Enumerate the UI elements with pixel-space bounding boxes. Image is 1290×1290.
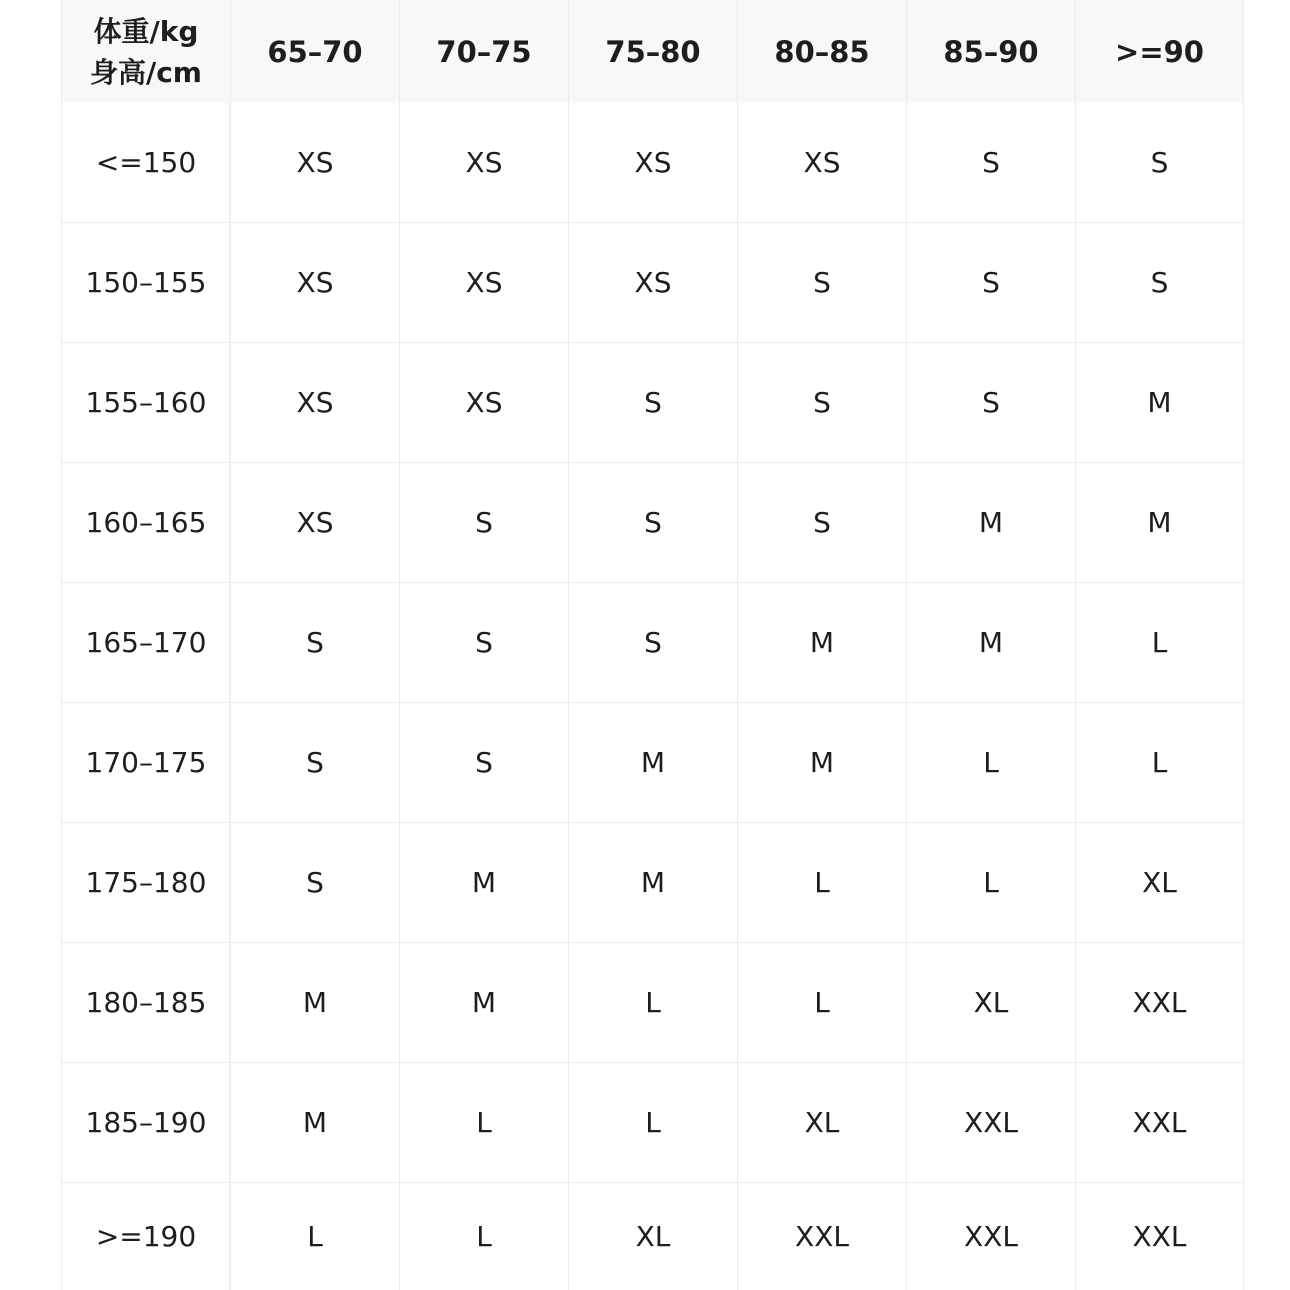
size-cell: XL bbox=[569, 1183, 738, 1290]
size-cell: XXL bbox=[907, 1183, 1076, 1290]
size-cell: XS bbox=[400, 343, 569, 463]
size-cell: XL bbox=[907, 943, 1076, 1063]
height-axis-label: 身高/cm bbox=[89, 55, 202, 89]
size-cell: S bbox=[569, 463, 738, 583]
size-cell: S bbox=[907, 103, 1076, 223]
height-range-cell: 170–175 bbox=[62, 703, 231, 823]
size-cell: M bbox=[400, 823, 569, 943]
size-cell: S bbox=[738, 463, 907, 583]
size-cell: S bbox=[569, 583, 738, 703]
size-cell: S bbox=[907, 223, 1076, 343]
size-cell: L bbox=[569, 1063, 738, 1183]
size-cell: XL bbox=[1076, 823, 1244, 943]
size-cell: L bbox=[400, 1063, 569, 1183]
weight-header-3: 75–80 bbox=[569, 0, 738, 103]
height-range-cell: <=150 bbox=[62, 103, 231, 223]
weight-header-2: 70–75 bbox=[400, 0, 569, 103]
size-cell: L bbox=[400, 1183, 569, 1290]
size-cell: XS bbox=[231, 343, 400, 463]
size-cell: XL bbox=[738, 1063, 907, 1183]
size-cell: S bbox=[231, 703, 400, 823]
size-cell: S bbox=[569, 343, 738, 463]
size-cell: L bbox=[1076, 583, 1244, 703]
size-cell: XXL bbox=[1076, 1063, 1244, 1183]
size-cell: XXL bbox=[1076, 943, 1244, 1063]
size-cell: S bbox=[231, 823, 400, 943]
size-cell: L bbox=[738, 943, 907, 1063]
table-row bbox=[62, 343, 1244, 463]
size-cell: S bbox=[907, 343, 1076, 463]
size-cell: L bbox=[907, 823, 1076, 943]
table-row bbox=[62, 1063, 1244, 1183]
weight-header-6: >=90 bbox=[1076, 0, 1244, 103]
size-cell: M bbox=[231, 1063, 400, 1183]
size-cell: S bbox=[738, 343, 907, 463]
size-cell: S bbox=[400, 463, 569, 583]
size-cell: XS bbox=[569, 103, 738, 223]
size-cell: L bbox=[569, 943, 738, 1063]
size-cell: XXL bbox=[1076, 1183, 1244, 1290]
weight-header-4: 80–85 bbox=[738, 0, 907, 103]
size-cell: L bbox=[738, 823, 907, 943]
size-cell: S bbox=[738, 223, 907, 343]
table-row bbox=[62, 223, 1244, 343]
size-cell: M bbox=[907, 463, 1076, 583]
size-cell: S bbox=[1076, 103, 1244, 223]
size-cell: M bbox=[569, 823, 738, 943]
size-cell: XS bbox=[738, 103, 907, 223]
size-cell: XS bbox=[569, 223, 738, 343]
size-cell: XS bbox=[400, 223, 569, 343]
size-cell: XS bbox=[231, 223, 400, 343]
height-range-cell: 175–180 bbox=[62, 823, 231, 943]
size-cell: M bbox=[738, 583, 907, 703]
height-range-cell: 160–165 bbox=[62, 463, 231, 583]
size-cell: S bbox=[400, 703, 569, 823]
size-cell: S bbox=[1076, 223, 1244, 343]
size-cell: M bbox=[569, 703, 738, 823]
size-cell: L bbox=[1076, 703, 1244, 823]
weight-axis-label: 体重/kg bbox=[93, 14, 199, 48]
height-range-cell: 185–190 bbox=[62, 1063, 231, 1183]
size-cell: S bbox=[231, 583, 400, 703]
table-row bbox=[62, 943, 1244, 1063]
table-row bbox=[62, 463, 1244, 583]
size-cell: L bbox=[231, 1183, 400, 1290]
size-cell: XXL bbox=[738, 1183, 907, 1290]
height-range-cell: 155–160 bbox=[62, 343, 231, 463]
size-cell: M bbox=[1076, 463, 1244, 583]
size-chart-table bbox=[61, 0, 1244, 1290]
table-row bbox=[62, 583, 1244, 703]
size-cell: S bbox=[400, 583, 569, 703]
size-cell: M bbox=[738, 703, 907, 823]
corner-header-cell bbox=[62, 0, 231, 103]
height-range-cell: >=190 bbox=[62, 1183, 231, 1290]
height-range-cell: 180–185 bbox=[62, 943, 231, 1063]
size-cell: M bbox=[1076, 343, 1244, 463]
table-row bbox=[62, 103, 1244, 223]
table-row bbox=[62, 823, 1244, 943]
size-cell: XS bbox=[231, 103, 400, 223]
size-cell: L bbox=[907, 703, 1076, 823]
header-row bbox=[62, 0, 1244, 103]
height-range-cell: 165–170 bbox=[62, 583, 231, 703]
table-row bbox=[62, 703, 1244, 823]
size-cell: M bbox=[400, 943, 569, 1063]
height-range-cell: 150–155 bbox=[62, 223, 231, 343]
size-cell: XXL bbox=[907, 1063, 1076, 1183]
size-cell: XS bbox=[231, 463, 400, 583]
size-cell: XS bbox=[400, 103, 569, 223]
table-row bbox=[62, 1183, 1244, 1290]
size-cell: M bbox=[231, 943, 400, 1063]
size-cell: M bbox=[907, 583, 1076, 703]
weight-header-1: 65–70 bbox=[231, 0, 400, 103]
weight-header-5: 85–90 bbox=[907, 0, 1076, 103]
